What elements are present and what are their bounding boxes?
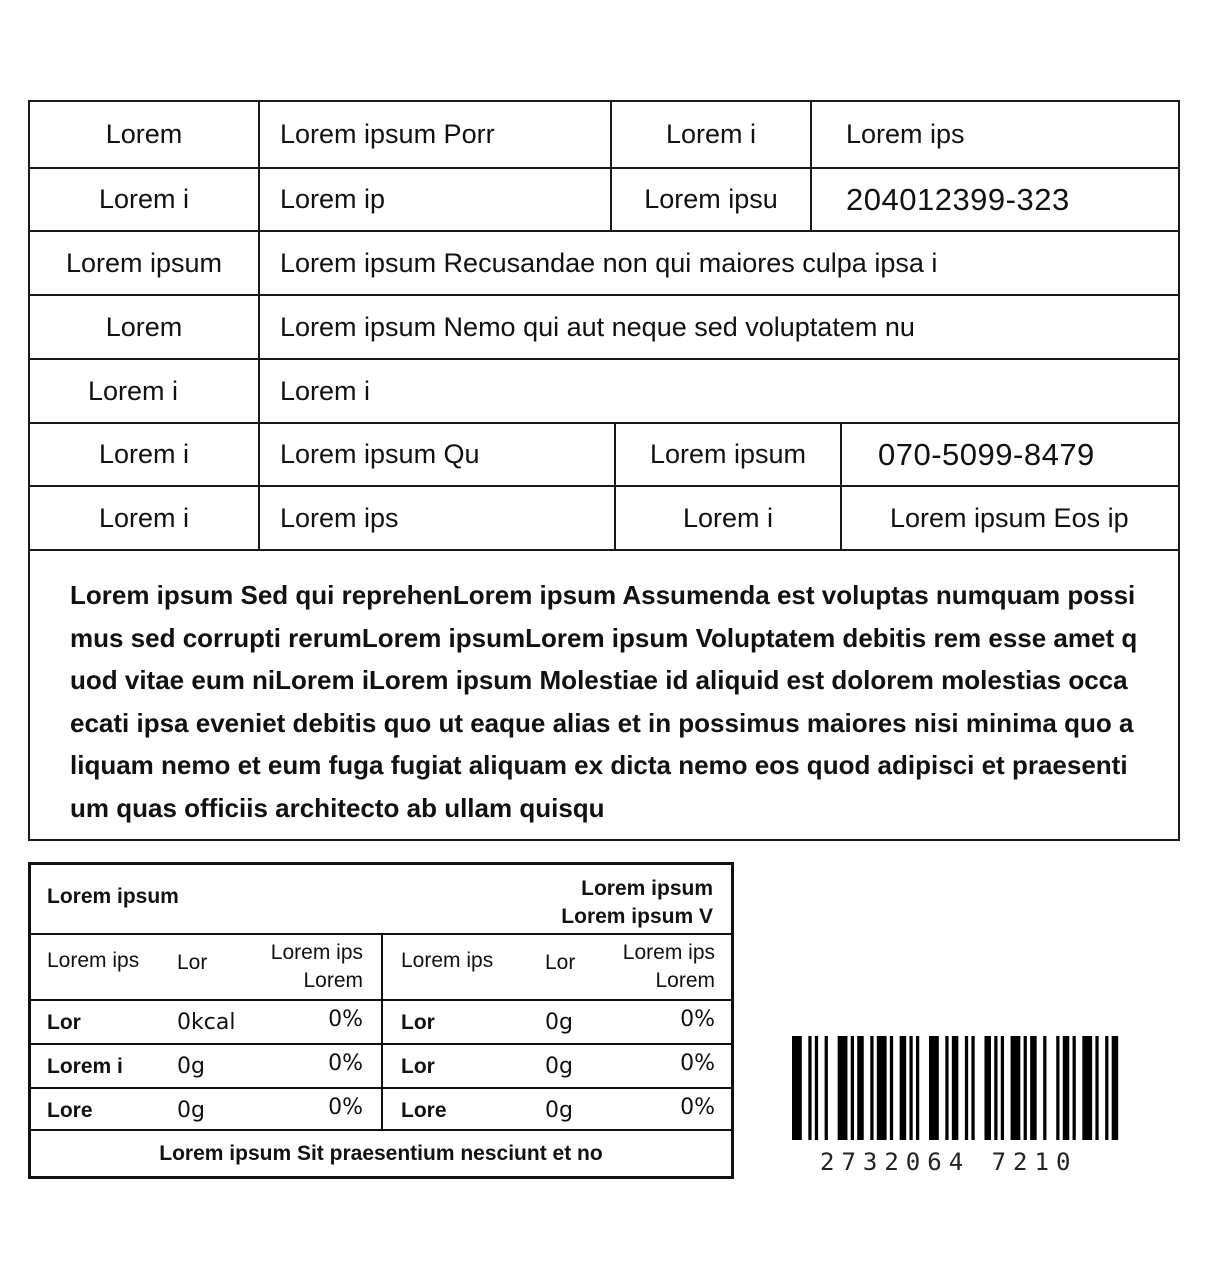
nutrient-percent: 0% xyxy=(680,1007,715,1032)
barcode-image xyxy=(792,1036,1128,1140)
barcode-bar xyxy=(971,1036,974,1140)
field-value-code: 204012399-323 xyxy=(810,169,1178,230)
nutrient-name: Lorem i xyxy=(47,1055,123,1078)
table-row xyxy=(30,296,1178,360)
barcode-bar xyxy=(792,1036,802,1140)
barcode-bar xyxy=(916,1036,919,1140)
column-header-line: Lorem ips xyxy=(622,941,715,964)
nutrient-amount: 0kcal xyxy=(177,1010,236,1035)
column-header: Lor xyxy=(177,951,208,974)
field-value-phone: 070-5099-8479 xyxy=(840,424,1178,485)
serving-line-1: Lorem ipsum xyxy=(581,877,713,900)
field-value: Lorem i xyxy=(258,360,1178,422)
field-label: Lorem i xyxy=(98,439,190,469)
barcode-bar xyxy=(1105,1036,1108,1140)
nutrient-amount: 0g xyxy=(545,1010,573,1035)
barcode-bar xyxy=(984,1036,991,1140)
column-divider xyxy=(381,935,383,1130)
field-label: Lorem i xyxy=(614,487,840,549)
info-table xyxy=(28,100,1180,841)
table-row xyxy=(30,102,1178,169)
field-label: Lorem ipsu xyxy=(610,169,810,230)
column-header xyxy=(271,939,363,995)
field-value: Lorem ipsum Eos ip xyxy=(840,487,1178,549)
nutrition-header xyxy=(31,865,731,935)
nutrition-title: Lorem ipsum xyxy=(47,885,179,908)
barcode-bar xyxy=(1063,1036,1070,1140)
nutrient-name: Lor xyxy=(401,1055,435,1078)
field-value: Lorem ips xyxy=(258,487,614,549)
barcode-bar xyxy=(838,1036,848,1140)
nutrient-percent: 0% xyxy=(680,1095,715,1120)
column-header: Lorem ips xyxy=(401,949,494,972)
barcode-bar xyxy=(1056,1036,1059,1140)
table-row xyxy=(30,232,1178,296)
barcode-bar xyxy=(945,1036,948,1140)
barcode-bar xyxy=(1011,1036,1021,1140)
nutrient-amount: 0g xyxy=(545,1054,573,1079)
field-label: Lorem xyxy=(105,119,183,149)
nutrition-serving-info xyxy=(561,875,713,931)
nutrient-amount: 0g xyxy=(545,1098,573,1123)
nutrient-name: Lore xyxy=(401,1099,447,1122)
nutrition-footer: Lorem ipsum Sit praesentium nesciunt et no xyxy=(159,1141,603,1165)
barcode-bar xyxy=(909,1036,912,1140)
barcode-bar xyxy=(1001,1036,1004,1140)
nutrient-percent: 0% xyxy=(328,1007,363,1032)
description-paragraph: Lorem ipsum Sed qui reprehenLorem ipsum Assumenda est voluptas numquam possimus sed corrupti rerumLorem ipsumLorem ipsum Voluptatem debitis rem esse amet quod vitae eum niLorem iLorem ipsum Molestiae id aliquid est dolorem molestias occaecati ipsa eveniet debitis quo ut eaque alias et in possimus maiores nisi minima quo aliquam nemo et eum fuga fugiat aliquam ex dicta nemo eos quod adipisci et praesentium quas officiis architecto ab ullam quisqu xyxy=(70,580,1138,823)
field-value: Lorem ip xyxy=(258,169,610,230)
barcode-bar xyxy=(808,1036,811,1140)
field-label: Lorem i xyxy=(87,375,179,406)
column-header xyxy=(623,939,715,995)
column-header-line: Lorem xyxy=(655,969,715,992)
barcode-bar xyxy=(1082,1036,1092,1140)
field-label: Lorem ipsum xyxy=(614,424,840,485)
barcode-bar xyxy=(825,1036,828,1140)
nutrient-name: Lore xyxy=(47,1099,93,1122)
table-row xyxy=(30,424,1178,487)
barcode-bar xyxy=(1043,1036,1046,1140)
table-row xyxy=(30,360,1178,424)
nutrient-percent: 0% xyxy=(328,1051,363,1076)
field-value: Lorem ipsum Nemo qui aut neque sed voluptatem nu xyxy=(258,296,1178,358)
column-header-line: Lorem ips xyxy=(270,941,363,964)
barcode-number: 2732064 7210 xyxy=(820,1148,1078,1176)
field-label: Lorem i xyxy=(98,502,190,533)
barcode-bar xyxy=(1095,1036,1098,1140)
nutrient-name: Lor xyxy=(47,1011,81,1034)
nutrient-name: Lor xyxy=(401,1011,435,1034)
barcode-bar xyxy=(890,1036,893,1140)
field-label: Lorem i xyxy=(610,102,810,167)
field-label: Lorem ipsum xyxy=(65,247,223,278)
barcode-bar xyxy=(851,1036,854,1140)
nutrient-percent: 0% xyxy=(328,1095,363,1120)
table-row xyxy=(30,169,1178,232)
barcode-bar xyxy=(929,1036,939,1140)
nutrient-amount: 0g xyxy=(177,1098,205,1123)
nutrient-amount: 0g xyxy=(177,1054,205,1079)
nutrition-table xyxy=(28,862,734,1179)
barcode-bar xyxy=(994,1036,997,1140)
barcode-bar xyxy=(1073,1036,1076,1140)
barcode-bar xyxy=(870,1036,873,1140)
column-header-line: Lorem xyxy=(303,969,363,992)
barcode-bar xyxy=(1030,1036,1037,1140)
barcode-bar xyxy=(952,1036,959,1140)
field-label: Lorem xyxy=(105,311,183,342)
barcode-bar xyxy=(1024,1036,1027,1140)
nutrient-percent: 0% xyxy=(680,1051,715,1076)
field-value: Lorem ips xyxy=(810,102,1178,167)
column-header: Lor xyxy=(545,951,576,974)
table-row xyxy=(30,487,1178,551)
field-value: Lorem ipsum Recusandae non qui maiores culpa ipsa i xyxy=(258,232,1178,294)
barcode-bar xyxy=(1112,1036,1119,1140)
barcode-bar xyxy=(815,1036,818,1140)
serving-line-2: Lorem ipsum V xyxy=(561,905,713,928)
field-label: Lorem i xyxy=(98,184,190,214)
field-value: Lorem ipsum Porr xyxy=(258,102,610,167)
field-value: Lorem ipsum Qu xyxy=(258,424,614,485)
barcode-bar xyxy=(857,1036,864,1140)
barcode-bar xyxy=(877,1036,887,1140)
barcode-bar xyxy=(900,1036,907,1140)
column-header: Lorem ips xyxy=(47,949,140,972)
barcode-bar xyxy=(965,1036,968,1140)
